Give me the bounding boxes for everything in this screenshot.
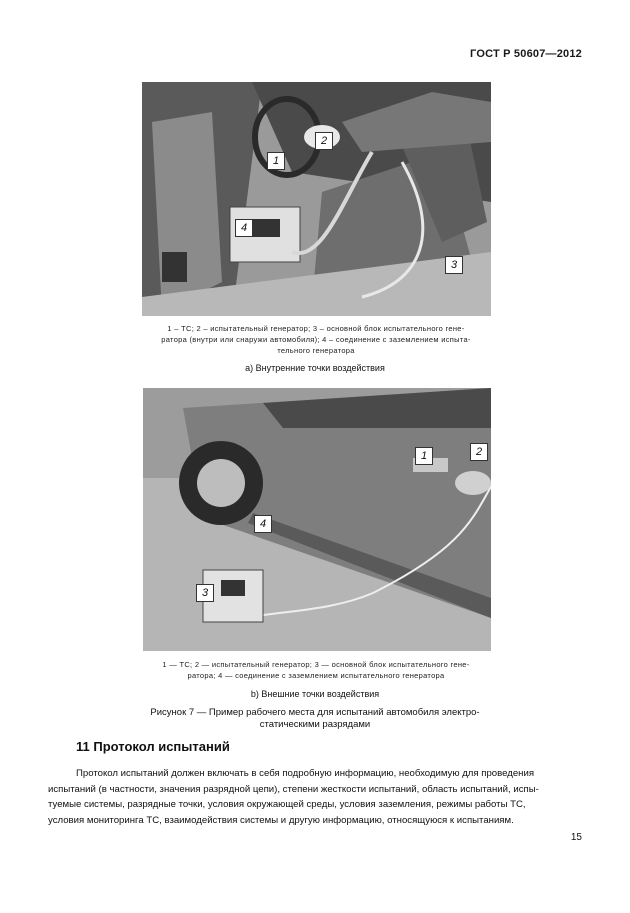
marker-4: 4 — [235, 219, 253, 237]
figure-caption — [0, 707, 630, 731]
section-title: 11 Протокол испытаний — [76, 739, 230, 754]
legend-line: 1 — ТС; 2 — испытательный генератор; 3 — основной блок испытательного гене- — [162, 660, 470, 669]
paragraph-line: туемые системы, разрядные точки, условия окружающей среды, условия заземления, режимы работы ТС, — [48, 799, 526, 810]
figure-caption-line: статическими разрядами — [259, 719, 371, 730]
figure-bottom-subcaption: b) Внешние точки воздействия — [250, 689, 380, 699]
paragraph-line: Протокол испытаний должен включать в себя подробную информацию, необходимую для проведения — [76, 768, 535, 779]
marker-3: 3 — [445, 256, 463, 274]
photo-interior — [142, 82, 491, 316]
figure-top-subcaption: а) Внутренние точки воздействия — [245, 363, 385, 373]
page-number: 15 — [570, 832, 582, 843]
marker-2: 2 — [315, 132, 333, 150]
figure-caption-line: Рисунок 7 — Пример рабочего места для испытаний автомобиля электро- — [150, 707, 480, 718]
marker-4: 4 — [254, 515, 272, 533]
paragraph-line: испытаний (в частности, значения разрядной цепи), степени жесткости испытаний, область испытаний, испы- — [48, 783, 539, 795]
legend-line: 1 – ТС; 2 – испытательный генератор; 3 – основной блок испытательного гене- — [167, 324, 465, 333]
figure-top-legend — [130, 323, 502, 356]
exterior-scene — [143, 388, 491, 651]
marker-2: 2 — [470, 443, 488, 461]
interior-scene — [142, 82, 491, 316]
marker-1: 1 — [267, 152, 285, 170]
document-header: ГОСТ Р 50607—2012 — [470, 48, 582, 60]
paragraph-line: условия мониторинга ТС, взаимодействия системы и другую информацию, относящуюся к испытаниям. — [48, 814, 514, 826]
marker-1: 1 — [415, 447, 433, 465]
photo-exterior — [143, 388, 491, 651]
legend-line: тельного генератора — [277, 346, 355, 355]
marker-3: 3 — [196, 584, 214, 602]
figure-bottom-legend — [130, 659, 502, 681]
legend-line: ратора (внутри или снаружи автомобиля); 4 – соединение с заземлением испыта- — [161, 335, 471, 344]
body-paragraph — [48, 766, 584, 828]
legend-line: ратора; 4 — соединение с заземлением испытательного генератора — [187, 671, 445, 680]
